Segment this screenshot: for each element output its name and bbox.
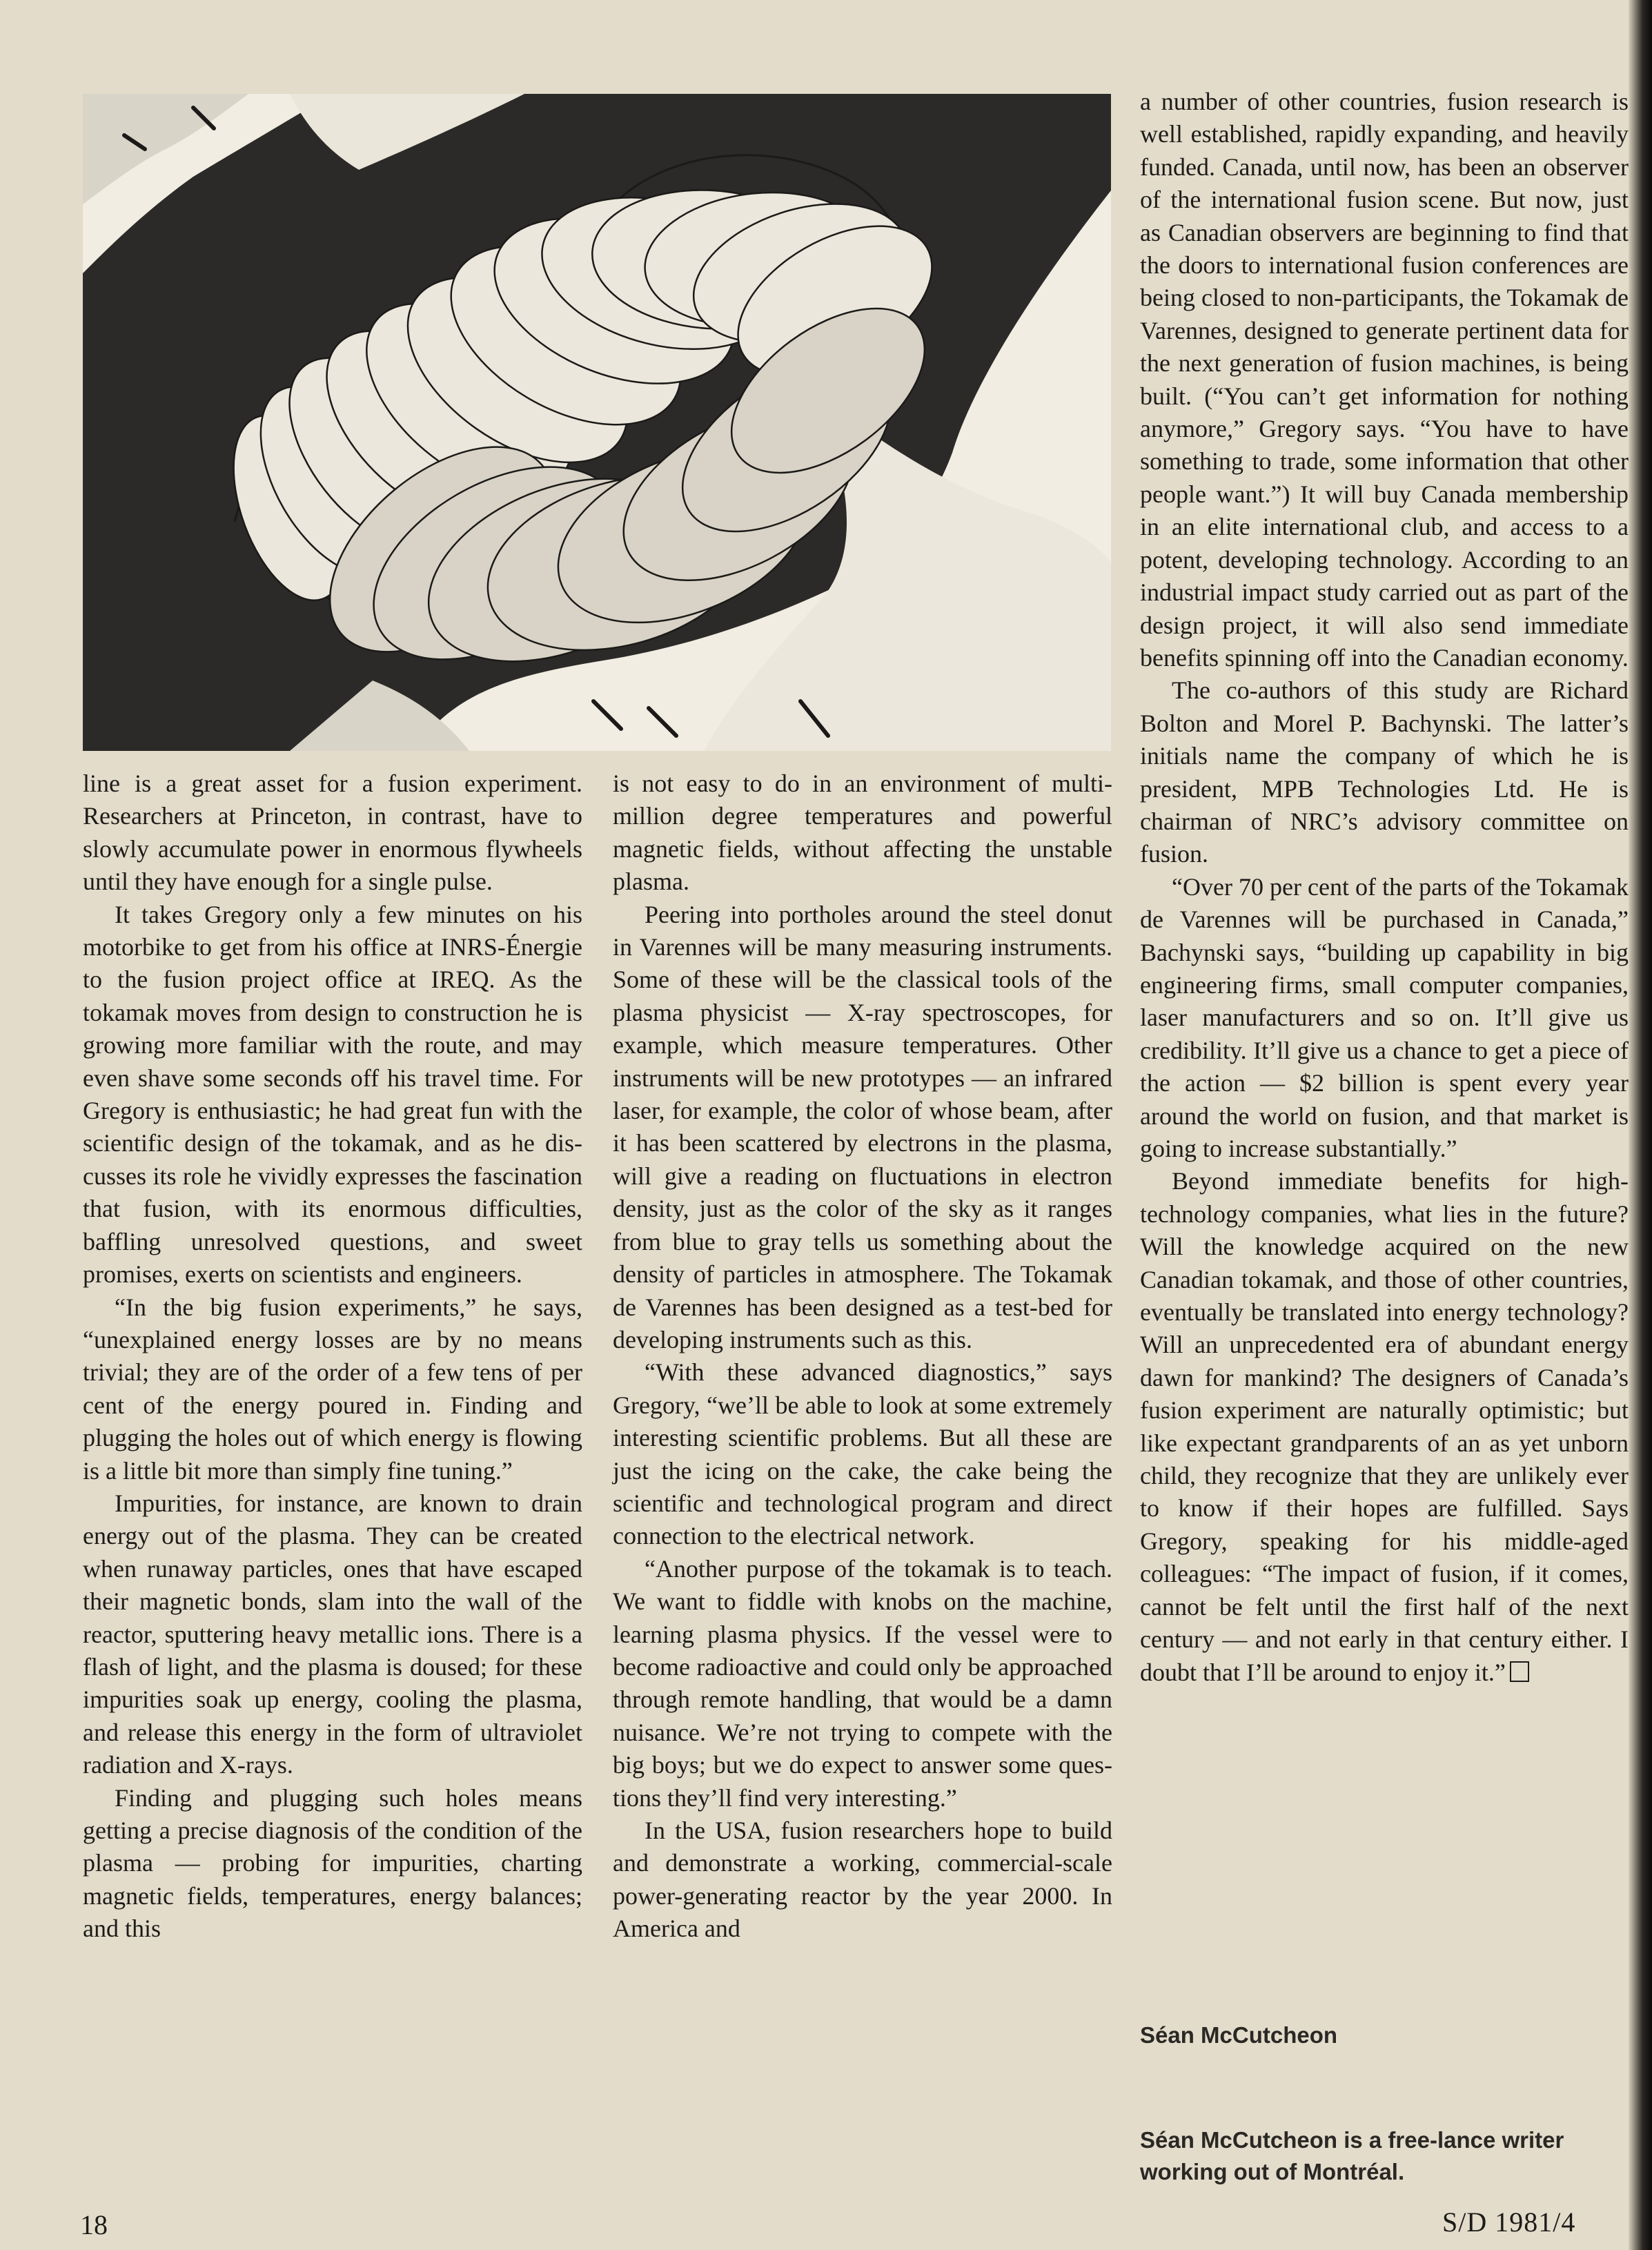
page-number: 18 bbox=[80, 2209, 108, 2240]
text-column-1 bbox=[83, 767, 582, 1946]
paragraph: It takes Gregory only a few minutes on his motorbike to get from his office at INRS-Énergie to the fusion project office at IREQ. As the tokamak moves from design to construction he is growing more familiar with the route, and may even shave some seconds off his travel time. For Gregory is enthusiastic; he had great fun with the scientific design of the tokamak, and as he discusses its role he vividly expresses the fascination that fusion, with its enormous difficulties, baffling unresolved questions, and sweet promises, exerts on scientists and engineers. bbox=[83, 900, 582, 1289]
issue-label: S/D 1981/4 bbox=[1442, 2207, 1576, 2238]
end-mark-icon bbox=[1510, 1661, 1529, 1682]
paragraph: Peering into portholes around the steel donut in Varennes will be many measuring instruments. Some of these will be the classical tools of the plasma physicist — X-ray spectroscopes, for example, which measure temperatures. Other instruments will be new prototypes — an infrared laser, for example, the color of whose beam, after it has been scattered by electrons in the plasma, will give a reading on fluctuations in electron density, just as the color of the sky as it ranges from blue to gray tells us something about the density of particles in atmosphere. The Tokamak de Varennes has been designed as a test-bed for developing instruments such as this. bbox=[613, 900, 1112, 1353]
paragraph bbox=[1140, 1165, 1629, 1689]
paragraph: is not easy to do in an environment of multi-million degree temperatures and powerful magnetic fields, without affecting the unstable plasma. bbox=[613, 770, 1112, 896]
paragraph: “With these advanced diagnostics,” says Gregory, “we’ll be able to look at some extremely interesting scientific problems. But all these are just the icing on the cake, the cake being the scientific and technological program and direct connection to the electrical network. bbox=[613, 1358, 1112, 1550]
paragraph: In the USA, fusion researchers hope to build and demonstrate a working, commercial-scale power-generating reactor by the year 2000. In America and bbox=[613, 1817, 1112, 1943]
paragraph: “In the big fusion experiments,” he says, “unexplained energy losses are by no means trivial; they are of the order of a few tens of per cent of the energy poured in. Finding and plugging the holes out of which energy is flowing is a little bit more than simply fine tuning.” bbox=[83, 1293, 582, 1485]
paragraph: “Another purpose of the tokamak is to teach. We want to fiddle with knobs on the machine, learning plasma physics. If the vessel were to become radioactive and could only be approached through remote handling, that would be a damn nuisance. We’re not trying to compete with the big boys; but we do expect to answer some questions they’ll find very interesting.” bbox=[613, 1554, 1112, 1812]
text-column-3 bbox=[1140, 86, 1629, 1689]
paragraph: Impurities, for instance, are known to drain energy out of the plasma. They can be created when runaway particles, ones that have escaped their magnetic bonds, slam into the wall of the reactor, sputtering heavy metallic ions. There is a flash of light, and the plasma is doused; for these impurities soak up energy, cooling the plasma, and release this energy in the form of ultraviolet radiation and X-rays. bbox=[83, 1489, 582, 1779]
text-column-2 bbox=[613, 767, 1112, 1946]
tokamak-illustration bbox=[83, 94, 1111, 751]
paragraph: line is a great asset for a fusion experiment. Researchers at Princeton, in contrast, have to slowly accumulate power in enormous flywheels until they have enough for a single pulse. bbox=[83, 770, 582, 896]
author-bio: Séan McCutcheon is a free-lance writer working out of Montréal. bbox=[1140, 2127, 1564, 2184]
page-edge-shadow bbox=[1629, 0, 1652, 2250]
paragraph: a number of other countries, fusion research is well established, rapidly expanding, and heavily funded. Canada, until now, has been an observer of the international fusion scene. But now, just as Canadian observers are beginning to find that the doors to international fusion conferences are being closed to non-participants, the Tokamak de Varennes, designed to generate pertinent data for the next generation of fusion machines, is being built. (“You can’t get information for nothing anymore,” Gregory says. “You have to have something to trade, some information that other people want.”) It will buy Canada membership in an elite international club, and access to a potent, developing technology. According to an industrial impact study carried out as part of the design project, it will also send immediate benefits spinning off into the Canadian economy. bbox=[1140, 88, 1629, 672]
paragraph: The co-authors of this study are Richard Bolton and Morel P. Bachynski. The latter’s initials name the company of which he is president, MPB Technologies Ltd. He is chairman of NRC’s advisory committee on fusion. bbox=[1140, 676, 1629, 868]
paragraph: “Over 70 per cent of the parts of the Tokamak de Varennes will be purchased in Canada,” Bachynski says, “building up capability in big engineering firms, small computer companies, laser manufacturers and so on. It’ll give us credibility. It’ll give us a chance to get a piece of the action — $2 billion is spent every year around the world on fusion, and that market is going to increase substantially.” bbox=[1140, 872, 1629, 1162]
author-byline: Séan McCutcheon bbox=[1140, 2022, 1338, 2048]
paragraph-text: Beyond immediate benefits for high-technology companies, what lies in the future? Will the knowledge acquired on the new Canadian tokamak, and those of other countries, eventually be translated into energy technology? Will an unprecedented era of abundant energy dawn for mankind? The designers of Canada’s fusion experiment are naturally optimistic; but like expectant grandparents of an as yet unborn child, they recognize that they are unlikely ever to know if their hopes are fulfilled. Says Gregory, speaking for his middle-aged colleagues: “The impact of fusion, if it comes, cannot be felt until the first half of the next century — and not early in that century either. I doubt that I’ll be around to enjoy it.” bbox=[1140, 1167, 1629, 1686]
paragraph: Finding and plugging such holes means getting a precise diagnosis of the condition of the plasma — probing for impurities, charting magnetic fields, temperatures, energy balances; and this bbox=[83, 1783, 582, 1943]
